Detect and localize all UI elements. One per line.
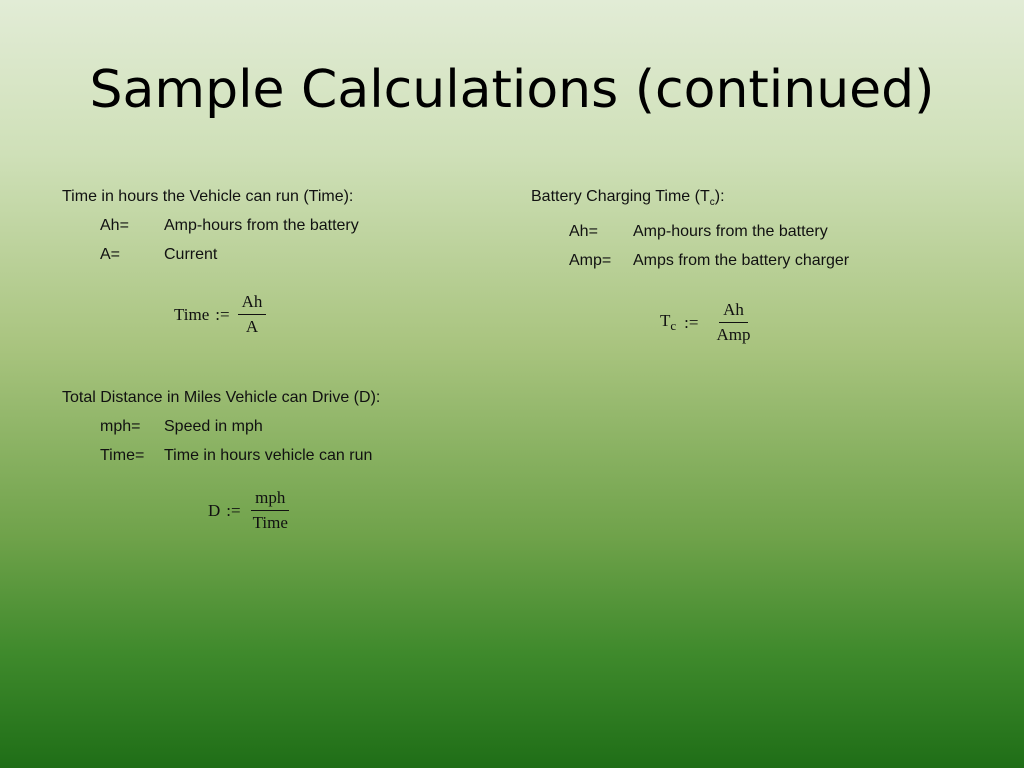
equation-numerator: Ah bbox=[719, 300, 748, 323]
equation-lhs: $T_c$ bbox=[660, 311, 677, 333]
definition-row bbox=[531, 246, 849, 275]
definition-row bbox=[531, 217, 849, 246]
charging-definition-block bbox=[531, 182, 849, 275]
slide-title: Sample Calculations (continued) bbox=[89, 60, 935, 120]
equation-denominator: Amp bbox=[716, 325, 751, 344]
time-heading: Time in hours the Vehicle can run (Time): bbox=[62, 188, 354, 205]
definition-label: mph= bbox=[100, 418, 141, 435]
definition-label: Time= bbox=[100, 447, 145, 464]
definition-label: Ah= bbox=[569, 223, 598, 241]
time-definition-block bbox=[62, 182, 359, 269]
equation-numerator: mph bbox=[251, 488, 289, 511]
definition-row bbox=[62, 441, 380, 470]
distance-equation bbox=[208, 488, 292, 533]
distance-heading: Total Distance in Miles Vehicle can Drive (D): bbox=[62, 389, 381, 406]
equation-operator: := bbox=[215, 304, 230, 324]
definition-label: Ah= bbox=[100, 217, 129, 234]
equation-denominator: Time bbox=[252, 513, 288, 532]
definition-row bbox=[62, 412, 380, 441]
definition-text: Current bbox=[164, 246, 218, 263]
time-equation bbox=[174, 292, 266, 337]
definition-text: Amps from the battery charger bbox=[633, 252, 850, 270]
equation-lhs: Time bbox=[174, 304, 210, 324]
charging-equation bbox=[660, 300, 754, 345]
definition-label: A= bbox=[100, 246, 121, 263]
definition-row bbox=[62, 211, 359, 240]
equation-numerator: Ah bbox=[238, 292, 267, 315]
equation-lhs: D bbox=[208, 500, 221, 520]
definition-text: Amp-hours from the battery bbox=[633, 223, 828, 241]
definition-row bbox=[62, 240, 359, 269]
definition-text: Amp-hours from the battery bbox=[164, 217, 359, 234]
definition-label: Amp= bbox=[569, 252, 612, 270]
equation-operator: := bbox=[226, 500, 241, 520]
equation-fraction bbox=[712, 300, 754, 345]
equation-fraction bbox=[238, 292, 267, 337]
definition-text: Speed in mph bbox=[164, 418, 263, 435]
equation-fraction bbox=[249, 488, 292, 533]
charging-heading: Battery Charging Time $(T_c)$: bbox=[531, 188, 725, 209]
definition-text: Time in hours vehicle can run bbox=[164, 447, 373, 464]
equation-denominator: A bbox=[245, 317, 259, 336]
distance-definition-block bbox=[62, 383, 380, 470]
equation-operator: := bbox=[684, 312, 699, 332]
